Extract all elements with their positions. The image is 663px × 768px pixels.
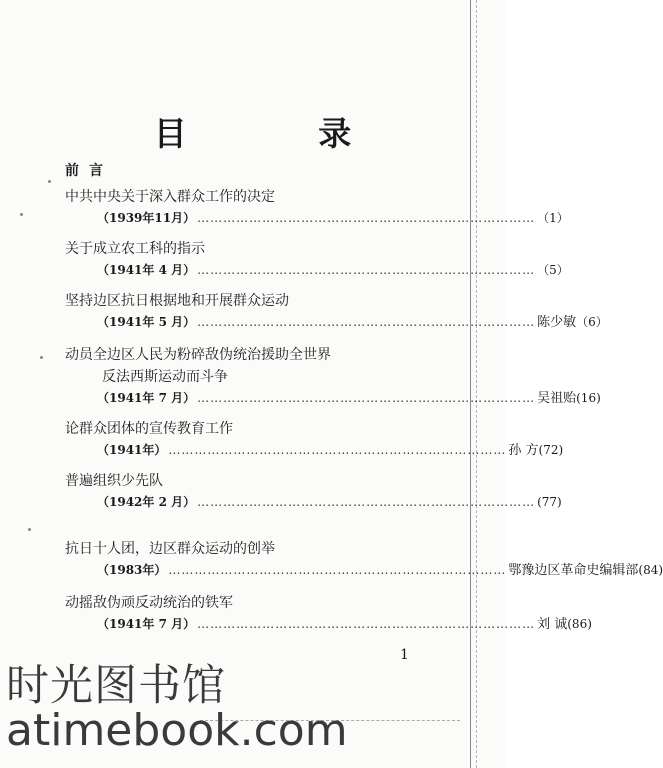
dot-leader: …………………………………………………………………… [168,563,507,577]
scan-speck [28,528,31,531]
toc-entry [65,344,601,408]
entry-page: （6） [576,315,608,329]
entry-page: (84) [638,563,663,577]
dot-leader: …………………………………………………………………… [168,443,507,457]
toc-entry [65,238,569,280]
entry-detail-line [65,208,569,228]
entry-title: 中共中央关于深入群众工作的决定 [65,189,275,205]
entry-page: (86) [567,617,592,631]
dot-leader: …………………………………………………………………… [197,211,536,225]
entry-title: 动员全边区人民为粉碎敌伪统治援助全世界 [65,347,331,363]
entry-detail-line [65,260,569,280]
entry-date: （1941年） [97,443,167,457]
entry-date: （1939年11月） [97,211,196,225]
entry-page: (16) [576,391,601,405]
toc-title: 目 录 [153,114,412,153]
toc-entry [65,592,592,634]
entry-detail-line [65,560,663,580]
entry-date: （1942年 2 月） [97,495,196,509]
toc-entry [65,470,562,512]
preface-heading: 前言 [65,163,113,179]
entry-title: 动摇敌伪顽反动统治的铁军 [65,595,233,611]
entry-title: 关于成立农工科的指示 [65,241,205,257]
entry-title: 普遍组织少先队 [65,473,163,489]
entry-title: 论群众团体的宣传教育工作 [65,421,233,437]
scan-speck [48,180,51,183]
entry-author: 刘 诚 [537,617,568,632]
entry-title: 坚持边区抗日根据地和开展群众运动 [65,293,289,309]
entry-page: （1） [537,211,569,225]
page-number: 1 [400,647,409,663]
entry-author: 吴祖贻 [537,391,577,406]
entry-detail-line [65,440,564,460]
dot-leader: …………………………………………………………………… [197,315,536,329]
toc-entry [65,186,569,228]
toc-entry [65,418,564,460]
entry-title-continued: 反法西斯运动而斗争 [102,369,228,385]
scan-speck [20,213,23,216]
watermark-url: atimebook.com [6,705,348,756]
entry-author: 陈少敏 [537,315,577,330]
entry-detail-line [65,614,592,634]
entry-date: （1941年 7 月） [97,617,196,631]
dot-leader: …………………………………………………………………… [197,391,536,405]
entry-detail-line [65,388,601,408]
entry-page: （5） [537,263,569,277]
entry-date: （1941年 7 月） [97,391,196,405]
dot-leader: …………………………………………………………………… [197,495,536,509]
entry-page: (72) [538,443,564,457]
entry-page: (77) [537,495,562,509]
dot-leader: …………………………………………………………………… [197,617,536,631]
entry-title: 抗日十人团，边区群众运动的创举 [65,541,275,557]
entry-date: （1941年 5 月） [97,315,196,329]
toc-entry [65,290,608,332]
entry-author: 孙 方 [508,443,539,458]
dot-leader: …………………………………………………………………… [197,263,536,277]
toc-entry [65,538,663,580]
entry-author: 鄂豫边区革命史编辑部 [508,563,639,578]
scan-speck [40,356,43,359]
watermark-chinese: 时光图书馆 [6,661,226,711]
entry-detail-line [65,312,608,332]
entry-date: （1941年 4 月） [97,263,196,277]
entry-date: （1983年） [97,563,167,577]
entry-detail-line [65,492,562,512]
